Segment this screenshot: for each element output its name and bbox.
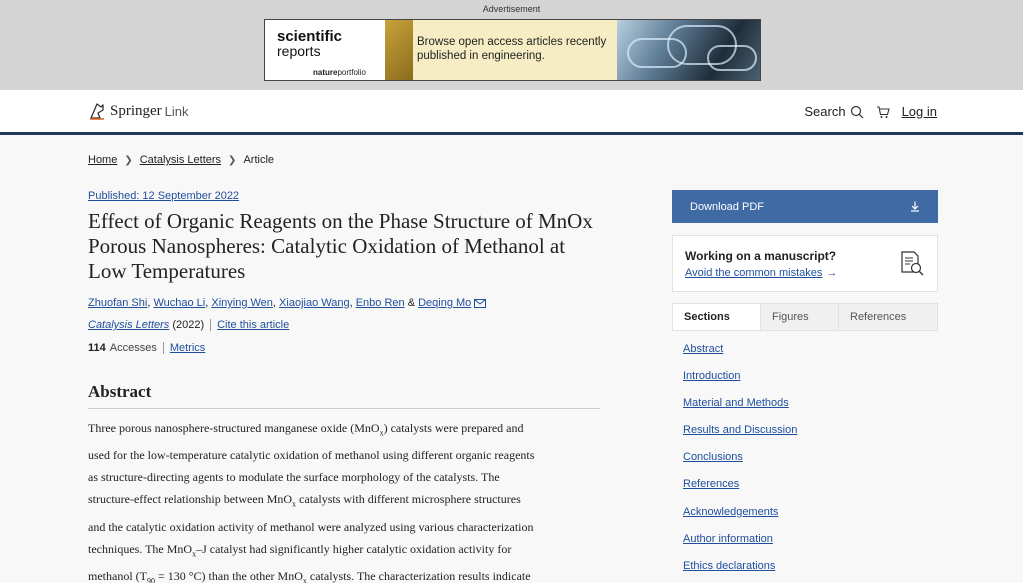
metrics-line [88, 342, 600, 354]
author-link[interactable]: Wuchao Li [153, 297, 206, 309]
breadcrumb-home[interactable]: Home [88, 154, 118, 166]
ad-brand-line2: reports [277, 43, 321, 59]
section-link-author-info[interactable]: Author information [683, 532, 773, 545]
section-item [683, 424, 797, 451]
chevron-right-icon: ❯ [228, 154, 237, 166]
section-link-results[interactable]: Results and Discussion [683, 424, 798, 437]
author-link[interactable]: Deqing Mo [418, 297, 472, 309]
ad-image-right [617, 20, 761, 80]
author-link[interactable]: Zhuofan Shi [88, 297, 148, 309]
search-label: Search [804, 104, 846, 119]
download-pdf-label: Download PDF [690, 200, 764, 213]
tab-figures[interactable]: Figures [761, 304, 839, 330]
author-link[interactable]: Xinying Wen [211, 297, 273, 309]
cart-icon[interactable] [876, 105, 890, 119]
breadcrumb-journal[interactable]: Catalysis Letters [139, 154, 222, 166]
section-nav-list [683, 343, 797, 583]
sidebar-tabs [672, 303, 938, 331]
author-link[interactable]: Enbo Ren [355, 297, 405, 309]
tab-sections[interactable]: Sections [673, 304, 761, 330]
abstract-heading: Abstract [88, 382, 600, 409]
author-link[interactable]: Xiaojiao Wang [279, 297, 350, 309]
section-link-introduction[interactable]: Introduction [683, 370, 741, 383]
article-title: Effect of Organic Reagents on the Phase Structure of MnOx Porous Nanospheres: Catalytic Oxidation of Methanol at Low Temperatures [88, 209, 593, 283]
section-link-references[interactable]: References [683, 478, 740, 491]
publication-year: (2022) [172, 319, 205, 331]
manuscript-title: Working on a manuscript? [685, 249, 837, 263]
chevron-right-icon: ❯ [124, 154, 133, 166]
ad-brand-line1: scientific [277, 28, 343, 45]
download-icon [910, 201, 920, 212]
article-main [88, 190, 600, 583]
author-list: Zhuofan Shi , Wuchao Li , Xinying Wen , Xiaojiao Wang , Enbo Ren & Deqing Mo [88, 297, 600, 309]
logo-brand: Springer [110, 102, 162, 119]
springer-link-logo[interactable] [88, 101, 189, 121]
divider [210, 319, 211, 331]
search-icon [850, 105, 864, 119]
header-actions [804, 104, 937, 119]
search-button[interactable] [804, 104, 863, 119]
section-item [683, 451, 797, 478]
section-link-acknowledgements[interactable]: Acknowledgements [683, 505, 779, 518]
ad-text [413, 20, 623, 80]
breadcrumb [88, 154, 274, 166]
section-item [683, 478, 797, 505]
section-item [683, 397, 797, 424]
accesses-count: 114 [88, 342, 106, 354]
section-link-methods[interactable]: Material and Methods [683, 397, 789, 410]
section-item [683, 343, 797, 370]
accesses-label: Accesses [109, 342, 157, 354]
ad-text-line2: published in engineering. [417, 50, 545, 62]
arrow-right-icon: → [826, 267, 838, 279]
cite-article-link[interactable]: Cite this article [217, 319, 290, 331]
tab-references[interactable]: References [839, 304, 937, 330]
ad-label: Advertisement [482, 4, 541, 14]
ad-brand-portfolio: natureportfolio [313, 68, 366, 77]
section-item [683, 506, 797, 533]
avoid-mistakes-link[interactable]: Avoid the common mistakes [685, 267, 823, 279]
manuscript-help-box [672, 235, 938, 292]
logo-sub: Link [164, 103, 189, 119]
ad-image-left [385, 20, 413, 80]
published-date[interactable]: Published: 12 September 2022 [88, 190, 240, 202]
advertisement-strip [0, 0, 1023, 90]
section-link-conclusions[interactable]: Conclusions [683, 451, 743, 464]
divider [163, 342, 164, 354]
document-search-icon [899, 250, 925, 278]
springer-horse-icon [88, 101, 106, 121]
metrics-link[interactable]: Metrics [169, 342, 206, 354]
ad-banner[interactable] [264, 19, 761, 81]
section-item [683, 533, 797, 560]
site-header [0, 90, 1023, 135]
section-link-abstract[interactable]: Abstract [683, 343, 724, 355]
login-link[interactable]: Log in [901, 104, 937, 119]
ad-text-line1: Browse open access articles recently [417, 36, 607, 48]
section-item [683, 370, 797, 397]
journal-line [88, 319, 600, 331]
journal-link[interactable]: Catalysis Letters [88, 319, 170, 331]
breadcrumb-current: Article [243, 154, 274, 166]
download-pdf-button[interactable] [672, 190, 938, 223]
ad-brand-block [265, 20, 385, 80]
section-link-ethics[interactable]: Ethics declarations [683, 559, 776, 572]
section-item [683, 560, 797, 583]
abstract-text: Three porous nanosphere-structured manganese oxide (MnO$_x$) catalysts were prepared and used for the low-temperature catalytic oxidation of methanol using different organic reagents as structure-directing agents to modulate the surface morphology of the catalysts. The structure-effect relationship between MnO$_x$ catalysts with different microsphere structures and the catalytic oxidation activity of methanol were analyzed using various characterization techniques. The MnO$_x$–J catalyst had significantly higher catalytic oxidation activity for methanol ($T_{90} = 130$ °C) than the other MnO$_x$ catalysts. The characterization results indicate [88, 421, 535, 583]
mail-icon[interactable] [474, 299, 486, 308]
